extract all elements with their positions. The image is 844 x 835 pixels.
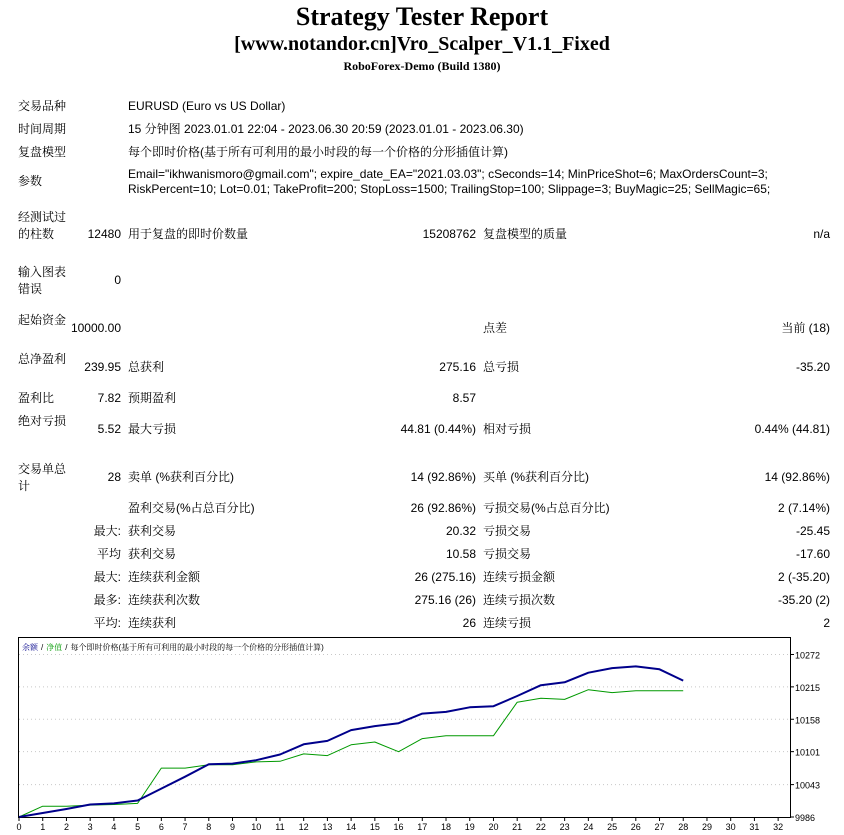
largest-prefix: 最大: <box>93 524 121 538</box>
x-tick-label: 23 <box>559 822 570 832</box>
period-label: 时间周期 <box>18 122 67 136</box>
expected-payoff-label: 预期盈利 <box>128 391 177 405</box>
bars-label: 经测试过的柱数 <box>18 210 67 241</box>
max-drawdown-label: 最大亏损 <box>128 422 177 436</box>
x-tick-label: 28 <box>678 822 689 832</box>
expected-payoff-value: 8.57 <box>452 391 476 405</box>
period-value: 15 分钟图 2023.01.01 22:04 - 2023.06.30 20:59 (2023.01.01 - 2023.06.30) <box>128 122 524 136</box>
short-positions-value: 14 (92.86%) <box>410 470 476 484</box>
y-tick-label: 10101 <box>795 747 821 758</box>
largest-win-label: 获利交易 <box>128 524 177 538</box>
x-tick-label: 6 <box>158 822 164 832</box>
params-line-1: Email="ikhwanismoro@gmail.com"; expire_date_EA="2021.03.03"; cSeconds=14; MinPriceShot=6; MaxOrdersCount=3; <box>128 167 768 181</box>
x-tick-label: 9 <box>229 822 236 832</box>
average-win-value: 10.58 <box>445 547 476 561</box>
x-tick-label: 29 <box>701 822 712 832</box>
gross-loss-value: -35.20 <box>795 360 830 374</box>
profit-trades-label: 盈利交易(%占总百分比) <box>128 501 255 515</box>
gross-profit-value: 275.16 <box>439 360 476 374</box>
average-win-label: 获利交易 <box>128 547 177 561</box>
report-title: Strategy Tester Report <box>295 2 549 31</box>
long-positions-label: 买单 (%获利百分比) <box>483 470 589 484</box>
profit-trades-value: 26 (92.86%) <box>410 501 476 515</box>
x-tick-label: 7 <box>182 822 188 832</box>
plot-area <box>19 638 791 818</box>
balance-chart <box>0 636 844 835</box>
max-cons-win-amount-label: 连续获利金额 <box>128 570 201 584</box>
x-tick-label: 10 <box>251 822 262 832</box>
x-tick-label: 8 <box>206 822 212 832</box>
largest-win-value: 20.32 <box>445 524 476 538</box>
x-tick-label: 31 <box>749 822 760 832</box>
legend-model: 每个即时价格(基于所有可利用的最小时段的每一个价格的分形插值计算) <box>70 643 324 652</box>
bars-value: 12480 <box>87 227 121 241</box>
y-tick-label: 10043 <box>795 780 821 791</box>
x-tick-label: 30 <box>725 822 736 832</box>
deposit-value: 10000.00 <box>70 321 121 335</box>
params-line-2: RiskPercent=10; Lot=0.01; TakeProfit=200; StopLoss=1500; TrailingStop=100; Slippage=3; BuyMagic=25; SellMagic=65; <box>128 182 771 196</box>
total-trades-value: 28 <box>107 470 121 484</box>
x-tick-label: 19 <box>464 822 475 832</box>
x-tick-label: 16 <box>393 822 404 832</box>
rel-drawdown-label: 相对亏损 <box>483 422 532 436</box>
x-tick-label: 22 <box>535 822 546 832</box>
max-cons-loss-amount-label: 连续亏损金额 <box>483 570 556 584</box>
x-tick-label: 4 <box>111 822 117 832</box>
gross-profit-label: 总获利 <box>128 360 165 374</box>
abs-drawdown-label: 绝对亏损 <box>18 414 67 428</box>
max-cons-win-amount-value: 26 (275.16) <box>414 570 476 584</box>
model-value: 每个即时价格(基于所有可利用的最小时段的每一个价格的分形插值计算) <box>128 145 508 159</box>
total-trades-label: 交易单总计 <box>18 462 67 493</box>
x-tick-label: 14 <box>346 822 357 832</box>
y-tick-label: 9986 <box>795 813 816 823</box>
spread-value: 当前 (18) <box>781 321 830 335</box>
profit-factor-label: 盈利比 <box>18 391 55 405</box>
x-tick-label: 26 <box>630 822 641 832</box>
largest-loss-value: -25.45 <box>795 524 830 538</box>
quality-value: n/a <box>813 227 830 241</box>
short-positions-label: 卖单 (%获利百分比) <box>128 470 234 484</box>
rel-drawdown-value: 0.44% (44.81) <box>754 422 830 436</box>
x-tick-label: 12 <box>298 822 309 832</box>
x-tick-label: 0 <box>16 822 22 832</box>
legend-separator-1: / <box>41 643 44 652</box>
x-tick-label: 17 <box>417 822 428 832</box>
x-tick-label: 15 <box>369 822 380 832</box>
profit-factor-value: 7.82 <box>97 391 121 405</box>
symbol-value: EURUSD (Euro vs US Dollar) <box>128 99 286 113</box>
x-tick-label: 3 <box>87 822 93 832</box>
x-tick-label: 27 <box>654 822 665 832</box>
model-label: 复盘模型 <box>18 145 67 159</box>
errors-label: 输入图表错误 <box>18 265 67 296</box>
avg-cons-loss-value: 2 <box>823 616 830 630</box>
max-drawdown-value: 44.81 (0.44%) <box>400 422 476 436</box>
average-cons-prefix: 平均: <box>93 616 121 630</box>
x-tick-label: 21 <box>512 822 523 832</box>
most-cons-win-label: 连续获利次数 <box>128 593 201 607</box>
y-tick-label: 10158 <box>795 715 821 726</box>
max-cons-loss-amount-value: 2 (-35.20) <box>777 570 830 584</box>
x-tick-label: 1 <box>40 822 46 832</box>
most-cons-win-value: 275.16 (26) <box>414 593 476 607</box>
x-tick-label: 32 <box>773 822 784 832</box>
most-prefix: 最多: <box>93 593 121 607</box>
errors-value: 0 <box>114 273 121 287</box>
chart-legend <box>22 642 324 652</box>
average-loss-value: -17.60 <box>795 547 830 561</box>
ticks-value: 15208762 <box>422 227 476 241</box>
average-prefix: 平均 <box>96 547 121 561</box>
avg-cons-win-label: 连续获利 <box>128 616 177 630</box>
net-profit-label: 总净盈利 <box>18 352 67 366</box>
deposit-label: 起始资金 <box>18 313 67 327</box>
expert-name: [www.notandor.cn]Vro_Scalper_V1.1_Fixed <box>234 33 610 55</box>
x-tick-label: 13 <box>322 822 333 832</box>
params-label: 参数 <box>18 174 43 188</box>
loss-trades-value: 2 (7.14%) <box>777 501 830 515</box>
most-cons-loss-value: -35.20 (2) <box>777 593 830 607</box>
avg-cons-win-value: 26 <box>462 616 476 630</box>
x-tick-label: 18 <box>441 822 452 832</box>
average-loss-label: 亏损交易 <box>483 547 532 561</box>
avg-cons-loss-label: 连续亏损 <box>483 616 532 630</box>
legend-balance: 余额 <box>22 643 38 652</box>
x-tick-label: 11 <box>275 822 285 832</box>
maximum-prefix: 最大: <box>93 570 121 584</box>
long-positions-value: 14 (92.86%) <box>764 470 830 484</box>
symbol-label: 交易品种 <box>18 99 67 113</box>
abs-drawdown-value: 5.52 <box>97 422 121 436</box>
x-tick-label: 5 <box>135 822 141 832</box>
loss-trades-label: 亏损交易(%占总百分比) <box>483 501 610 515</box>
quality-label: 复盘模型的质量 <box>483 227 568 241</box>
server-build: RoboForex-Demo (Build 1380) <box>343 59 501 73</box>
ticks-label: 用于复盘的即时价数量 <box>128 227 249 241</box>
y-tick-label: 10215 <box>795 682 821 693</box>
x-tick-label: 25 <box>607 822 618 832</box>
legend-separator-2: / <box>65 643 68 652</box>
x-tick-label: 20 <box>488 822 499 832</box>
net-profit-value: 239.95 <box>84 360 121 374</box>
gross-loss-label: 总亏损 <box>483 360 520 374</box>
most-cons-loss-label: 连续亏损次数 <box>483 593 556 607</box>
y-tick-label: 10272 <box>795 650 821 661</box>
x-tick-label: 2 <box>63 822 69 832</box>
legend-equity: 净值 <box>46 643 63 652</box>
x-tick-label: 24 <box>583 822 594 832</box>
largest-loss-label: 亏损交易 <box>483 524 532 538</box>
spread-label: 点差 <box>483 321 508 335</box>
